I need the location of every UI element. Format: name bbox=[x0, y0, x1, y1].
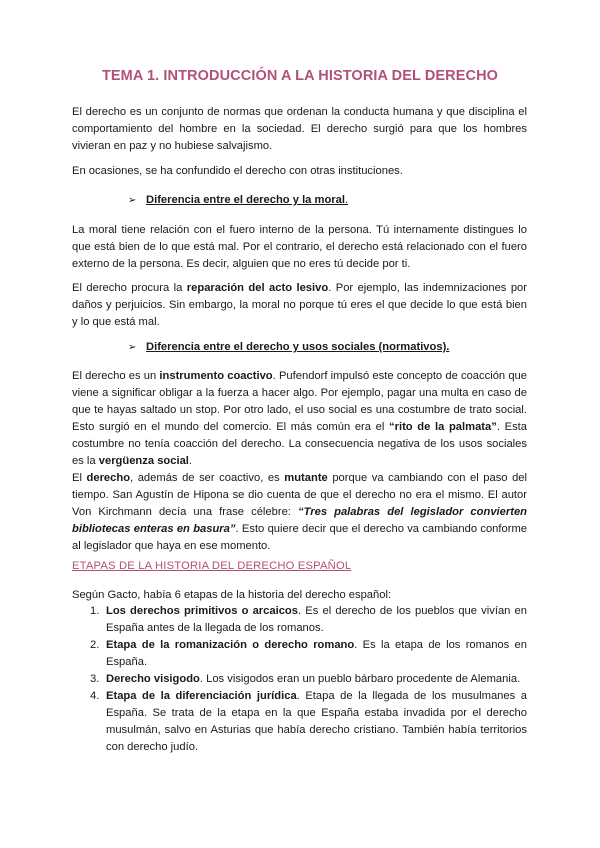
text-run: . Etapa de la llegada de los musulmanes a España. Se trata de la etapa en la que España estaba invadida por el derecho musulmán, salvo en Asturias que había derecho cristiano. También había territorios con derecho judío. bbox=[106, 690, 527, 753]
list-item bbox=[72, 671, 527, 688]
text-run: . bbox=[188, 455, 193, 467]
bold-term: Derecho visigodo bbox=[106, 673, 200, 685]
text-run: . Esta costumbre no tenía coacción del derecho. La consecuencia negativa de los usos sociales es la bbox=[72, 421, 528, 467]
stages-intro: Según Gacto, había 6 etapas de la historia del derecho español: bbox=[72, 589, 392, 601]
bold-term: instrumento coactivo bbox=[159, 370, 273, 382]
bold-term: Etapa de la diferenciación jurídica bbox=[106, 690, 297, 702]
bold-term: Etapa de la romanización o derecho romano bbox=[106, 639, 355, 651]
heading-moral bbox=[128, 192, 348, 209]
text-run: El derecho es un bbox=[72, 370, 160, 382]
bold-term: mutante bbox=[284, 472, 328, 484]
moral-paragraph: La moral tiene relación con el fuero interno de la persona. Tú internamente distingues lo que está bien de lo que está mal. Por el contrario, el derecho está relacionado con el fuero externo de la persona. Es decir, alguien que no eres tú decide por ti. bbox=[72, 224, 527, 270]
section-heading: ETAPAS DE LA HISTORIA DEL DERECHO ESPAÑOL bbox=[72, 560, 352, 572]
heading-moral-period: . bbox=[344, 194, 349, 206]
reparation-paragraph bbox=[72, 280, 527, 331]
text-run: . Por ejemplo, las indemnizaciones por daños y perjuicios. Sin embargo, la moral no porque tú eres el que decide lo que está bien y lo que está mal. bbox=[72, 282, 527, 328]
text-run: El bbox=[72, 472, 87, 484]
arrow-bullet-icon: ➢ bbox=[128, 342, 137, 353]
heading-moral-text: Diferencia entre el derecho y la moral bbox=[146, 194, 345, 206]
coercion-paragraph bbox=[72, 368, 527, 470]
list-number: 4. bbox=[90, 690, 100, 702]
confusion-paragraph: En ocasiones, se ha confundido el derecho con otras instituciones. bbox=[72, 165, 403, 177]
list-number: 3. bbox=[90, 673, 100, 685]
bold-term: Los derechos primitivos o arcaicos bbox=[106, 605, 298, 617]
list-item bbox=[72, 688, 527, 756]
list-item bbox=[72, 603, 527, 637]
list-number: 2. bbox=[90, 639, 100, 651]
heading-social-uses bbox=[128, 339, 449, 356]
list-item bbox=[72, 637, 527, 671]
text-run: El derecho procura la bbox=[72, 282, 187, 294]
intro-paragraph: El derecho es un conjunto de normas que ordenan la conducta humana y que disciplina el comportamiento del hombre en la sociedad. El derecho surgió para que los hombres vivieran en paz y no hubiese salvajismo. bbox=[72, 106, 527, 152]
text-run: . Esto quiere decir que el derecho va cambiando conforme al legislador que haya en ese momento. bbox=[72, 523, 527, 552]
bold-term: reparación del acto lesivo bbox=[186, 282, 329, 294]
mutant-paragraph bbox=[72, 470, 527, 555]
stages-list bbox=[72, 603, 527, 756]
text-run: . Los visigodos eran un pueblo bárbaro procedente de Alemania. bbox=[199, 673, 521, 685]
text-run: . Es la etapa de los romanos en España. bbox=[106, 639, 527, 668]
text-run: porque va cambiando con el paso del tiempo. San Agustín de Hipona se dio cuenta de que el derecho no era el mismo. El autor Von Kirchmann decía una frase célebre: bbox=[72, 472, 528, 518]
arrow-bullet-icon: ➢ bbox=[128, 195, 137, 206]
quote-text: “Tres palabras del legislador convierten bibliotecas enteras en basura” bbox=[72, 506, 528, 535]
bold-term: “rito de la palmata” bbox=[389, 421, 497, 433]
heading-social-uses-text: Diferencia entre el derecho y usos sociales (normativos). bbox=[146, 341, 450, 353]
text-run: . Pufendorf impulsó este concepto de coacción que viene a significar obligar a la fuerza a hacer algo. Por ejemplo, pagar una multa en caso de que te hayas saltado un stop. Por otro lado, el uso social es una costumbre de trato social. Esto surgió en el mundo del comercio. El más común era el bbox=[72, 370, 528, 433]
text-run: , además de ser coactivo, es bbox=[130, 472, 285, 484]
text-run: . Es el derecho de los pueblos que vivían en España antes de la llegada de los romanos. bbox=[106, 605, 527, 634]
bold-term: vergüenza social bbox=[98, 455, 189, 467]
list-number: 1. bbox=[90, 605, 100, 617]
bold-term: derecho bbox=[86, 472, 131, 484]
page-title: TEMA 1. INTRODUCCIÓN A LA HISTORIA DEL DERECHO bbox=[101, 68, 499, 84]
